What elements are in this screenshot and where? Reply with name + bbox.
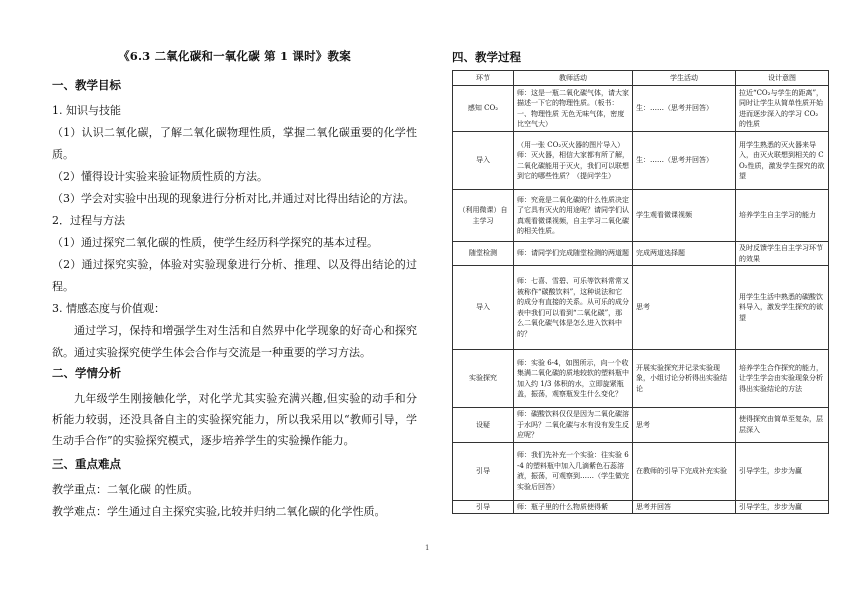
student-cell: 完成两道选择题: [633, 242, 736, 266]
objective-paragraph: 通过学习，保持和增强学生对生活和自然界中化学现象的好奇心和探究欲。通过实验探究使学生体会合作与交流是一种重要的学习方法。: [52, 324, 417, 359]
student-cell: 生：……（思考并回答）: [633, 132, 736, 190]
table-row: [453, 266, 829, 350]
stage-cell: 实验探究: [453, 350, 514, 408]
student-cell: 开展实验探究并记录实验现象，小组讨论分析得出实验结论: [633, 350, 736, 408]
objective-line: 3. 情感态度与价值观：: [52, 302, 165, 315]
stage-cell: 随堂检测: [453, 242, 514, 266]
teacher-cell: 师：碳酸饮料仅仅是因为二氧化碳溶于水吗？二氧化碳与水有没有发生反应呢？: [514, 408, 633, 443]
student-cell: 思考并回答: [633, 500, 736, 514]
intent-cell: 使得探究由简单至复杂，层层深入: [736, 408, 829, 443]
teacher-cell: 师：七喜、雪碧、可乐等饮料常常又被称作“碳酸饮料”，这种说法和它的成分有直接的关系。从可乐的成分表中我们可以看到“二氧化碳”，那么二氧化碳气体是怎么进入饮料中的？: [514, 266, 633, 350]
section-heading-objectives: 一、教学目标: [52, 78, 121, 92]
intent-cell: 用学生熟悉的灭火器来导入，由灭火联想到相关的 CO₂性质，激发学生探究的欲望: [736, 132, 829, 190]
teacher-cell: 师：我们先补充一个实验：往实验 6-4 的塑料瓶中加入几滴紫色石蕊溶液，振荡，可观察到……（学生做完实验后回答）: [514, 442, 633, 500]
teacher-cell: （用一张 CO₂灭火器的图片导入）师：灭火器，相信大家都有所了解，二氧化碳能用于灭火，我们可以联想到它的哪些性质？（提问学生）: [514, 132, 633, 190]
student-cell: 思考: [633, 266, 736, 350]
teacher-cell: 师：这是一瓶二氧化碳气体，请大家描述一下它的物理性质。（板书：一、物理性质 无色无味气体，密度比空气大）: [514, 86, 633, 132]
column-header: 教师活动: [514, 71, 633, 86]
teacher-cell: 师：瓶子里的什么物质使得紫: [514, 500, 633, 514]
intent-cell: 及时反馈学生自主学习环节的效果: [736, 242, 829, 266]
analysis-paragraph: 九年级学生刚接触化学，对化学尤其实验充满兴趣,但实验的动手和分析能力较弱，还没具备自主的实验探究能力，所以我采用以“教师引导，学生动手合作”的实验探究模式，逐步培养学生的实验操作能力。: [52, 392, 417, 447]
stage-cell: 导入: [453, 132, 514, 190]
objective-line: 2．过程与方法: [52, 214, 125, 227]
teacher-cell: 师：请同学们完成随堂检测的两道题: [514, 242, 633, 266]
section-heading-analysis: 二、学情分析: [52, 366, 121, 380]
stage-cell: 导入: [453, 266, 514, 350]
table-row: [453, 242, 829, 266]
objective-line: （2）通过探究实验，体验对实验现象进行分析、推理、以及得出结论的过程。: [52, 258, 417, 293]
teacher-cell: 师：究竟是二氧化碳的什么性质决定了它具有灭火的用途呢？请同学们认真观看微课视频，自主学习二氧化碳的相关性质。: [514, 190, 633, 242]
column-header: 学生活动: [633, 71, 736, 86]
table-row: [453, 132, 829, 190]
stage-cell: 引导: [453, 500, 514, 514]
objective-line: 1. 知识与技能: [52, 104, 121, 117]
column-header: 环节: [453, 71, 514, 86]
section-heading-key-points: 三、重点难点: [52, 457, 121, 471]
key-point-line: 教学重点：二氧化碳 的性质。: [52, 483, 199, 496]
stage-cell: 感知 CO₂: [453, 86, 514, 132]
objective-line: （2）懂得设计实验来验证物质性质的方法。: [52, 170, 268, 183]
intent-cell: 拉近“CO₂与学生的距离”，同时让学生从简单性质开始进而逐步深入的学习 CO₂的性质: [736, 86, 829, 132]
table-row: [453, 86, 829, 132]
table-row: [453, 500, 829, 514]
student-cell: 学生观看微课视频: [633, 190, 736, 242]
teaching-process-table: [452, 70, 829, 514]
student-cell: 思考: [633, 408, 736, 443]
intent-cell: 引导学生，步步为赢: [736, 442, 829, 500]
teacher-cell: 师：实验 6-4，如图所示，向一个收集满二氧化碳的质地较软的塑料瓶中加入约 1/3 体积的水，立即旋紧瓶盖，振荡，观察瓶发生什么变化？: [514, 350, 633, 408]
table-row: [453, 442, 829, 500]
document-title: 《6.3 二氧化碳和一氧化碳 第 1 课时》教案: [118, 49, 351, 63]
key-point-line: 教学难点：学生通过自主探究实验,比较并归纳二氧化碳的化学性质。: [52, 505, 386, 518]
intent-cell: 培养学生合作探究的能力，让学生学会由实验现象分析得出实验结论的方法: [736, 350, 829, 408]
objective-line: （1）认识二氧化碳，了解二氧化碳物理性质，掌握二氧化碳重要的化学性质。: [52, 126, 417, 161]
table-row: [453, 350, 829, 408]
table-row: [453, 190, 829, 242]
student-cell: 生：……（思考并回答）: [633, 86, 736, 132]
student-cell: 在教师的引导下完成补充实验: [633, 442, 736, 500]
objective-line: （1）通过探究二氧化碳的性质，使学生经历科学探究的基本过程。: [52, 236, 378, 249]
objective-line: （3）学会对实验中出现的现象进行分析对比,并通过对比得出结论的方法。: [52, 192, 415, 205]
table-header-row: [453, 71, 829, 86]
stage-cell: 设疑: [453, 408, 514, 443]
stage-cell: 引导: [453, 442, 514, 500]
intent-cell: 培养学生自主学习的能力: [736, 190, 829, 242]
table-row: [453, 408, 829, 443]
left-column: [52, 48, 417, 523]
stage-cell: （利用微课）自主学习: [453, 190, 514, 242]
right-column: [452, 48, 825, 514]
intent-cell: 引导学生，步步为赢: [736, 500, 829, 514]
page-number: 1: [425, 544, 430, 552]
section-heading-process: 四、教学过程: [452, 50, 521, 64]
intent-cell: 用学生生活中熟悉的碳酸饮料导入，激发学生探究的欲望: [736, 266, 829, 350]
column-header: 设计意图: [736, 71, 829, 86]
